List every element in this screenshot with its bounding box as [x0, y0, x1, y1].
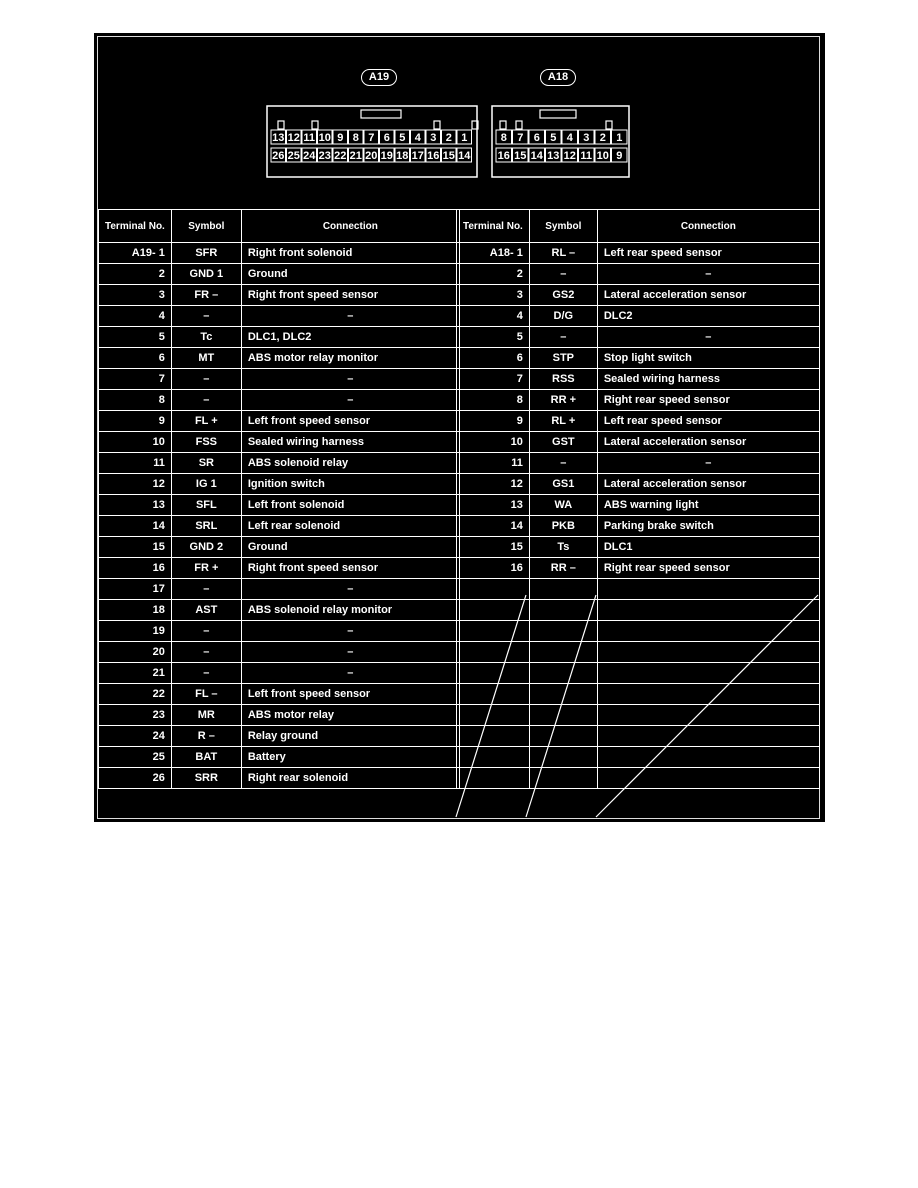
symbol-cell: SRR — [171, 768, 241, 789]
connector-pin-number: 16 — [427, 150, 440, 162]
connection-cell: – — [241, 621, 459, 642]
terminal-number — [457, 579, 530, 600]
table-row — [99, 621, 460, 642]
connector-pin-number: 24 — [303, 150, 316, 162]
connection-cell: Left rear speed sensor — [597, 243, 819, 264]
symbol-cell: PKB — [529, 516, 597, 537]
terminal-number: 6 — [457, 348, 530, 369]
symbol-cell: RL + — [529, 411, 597, 432]
connection-cell — [597, 747, 819, 768]
connector-pin-number: 22 — [334, 150, 347, 162]
connector-pin-number: 18 — [396, 150, 409, 162]
connector-pin-number: 7 — [368, 132, 375, 144]
connector-pin-number: 9 — [337, 132, 344, 144]
symbol-cell: MR — [171, 705, 241, 726]
table-row — [457, 516, 820, 537]
table-row — [457, 558, 820, 579]
connection-cell: Left front speed sensor — [241, 684, 459, 705]
terminal-number: 3 — [99, 285, 172, 306]
connection-cell: Ground — [241, 264, 459, 285]
symbol-cell: BAT — [171, 747, 241, 768]
symbol-cell: RR + — [529, 390, 597, 411]
terminal-number: 24 — [99, 726, 172, 747]
table-row — [99, 327, 460, 348]
connector-pin-number: 8 — [500, 132, 507, 144]
connector-pin-number: 6 — [383, 132, 390, 144]
connector-pin-number: 2 — [599, 132, 606, 144]
symbol-cell: – — [171, 642, 241, 663]
terminal-number — [457, 768, 530, 789]
connection-cell: – — [241, 306, 459, 327]
table-row — [457, 411, 820, 432]
table-row — [99, 306, 460, 327]
terminal-number: 4 — [99, 306, 172, 327]
connection-cell: Ground — [241, 537, 459, 558]
symbol-cell: GND 1 — [171, 264, 241, 285]
connection-cell: Right front speed sensor — [241, 558, 459, 579]
symbol-cell: FR + — [171, 558, 241, 579]
connection-cell: Left rear solenoid — [241, 516, 459, 537]
table-row — [457, 474, 820, 495]
terminal-number — [457, 726, 530, 747]
table-row — [457, 495, 820, 516]
table-row — [457, 537, 820, 558]
connector-pin-number: 5 — [550, 132, 557, 144]
a19-connector-label: A19 — [361, 69, 397, 86]
terminal-number: 20 — [99, 642, 172, 663]
connector-pin-number: 4 — [566, 132, 573, 144]
symbol-cell: FL – — [171, 684, 241, 705]
connection-cell: ABS warning light — [597, 495, 819, 516]
terminal-number — [457, 621, 530, 642]
symbol-cell — [529, 726, 597, 747]
symbol-cell: – — [171, 369, 241, 390]
connection-cell: Sealed wiring harness — [241, 432, 459, 453]
terminal-number: 21 — [99, 663, 172, 684]
table-row — [99, 726, 460, 747]
table-row — [99, 243, 460, 264]
connection-cell: DLC2 — [597, 306, 819, 327]
connection-cell: Parking brake switch — [597, 516, 819, 537]
table-row — [457, 705, 820, 726]
terminal-number — [457, 600, 530, 621]
connector-pin-number: 13 — [272, 132, 285, 144]
connection-cell — [597, 621, 819, 642]
symbol-cell: GS1 — [529, 474, 597, 495]
table-row — [99, 558, 460, 579]
connection-cell — [597, 663, 819, 684]
symbol-cell: Ts — [529, 537, 597, 558]
table-row — [99, 663, 460, 684]
symbol-cell: – — [529, 453, 597, 474]
table-row — [457, 453, 820, 474]
table-row — [457, 243, 820, 264]
connection-cell: Lateral acceleration sensor — [597, 432, 819, 453]
symbol-cell: SFR — [171, 243, 241, 264]
connector-pin-number: 14 — [530, 150, 543, 162]
table-row — [99, 474, 460, 495]
terminal-number: 6 — [99, 348, 172, 369]
connection-cell: Left front solenoid — [241, 495, 459, 516]
table-row — [457, 684, 820, 705]
symbol-cell — [529, 579, 597, 600]
terminal-number: 19 — [99, 621, 172, 642]
terminal-number: 8 — [457, 390, 530, 411]
terminal-number: 12 — [99, 474, 172, 495]
connection-cell: Right front solenoid — [241, 243, 459, 264]
header-terminal-no: Terminal No. — [99, 210, 172, 243]
terminal-number: 5 — [457, 327, 530, 348]
symbol-cell: FR – — [171, 285, 241, 306]
terminal-number: 16 — [99, 558, 172, 579]
terminal-number — [457, 663, 530, 684]
table-row — [457, 621, 820, 642]
terminal-number: 10 — [99, 432, 172, 453]
terminal-number: 18 — [99, 600, 172, 621]
connector-pin-number: 8 — [352, 132, 359, 144]
connection-cell: – — [241, 642, 459, 663]
connector-pin-number: 16 — [497, 150, 510, 162]
terminal-number: 23 — [99, 705, 172, 726]
connector-pin-number: 3 — [430, 132, 437, 144]
symbol-cell: IG 1 — [171, 474, 241, 495]
connection-cell — [597, 642, 819, 663]
connector-pin-number: 5 — [399, 132, 406, 144]
table-row — [457, 642, 820, 663]
table-row — [457, 600, 820, 621]
connection-cell: Battery — [241, 747, 459, 768]
connection-cell — [597, 705, 819, 726]
terminal-number — [457, 747, 530, 768]
connection-cell: Stop light switch — [597, 348, 819, 369]
connector-pin-number: 2 — [445, 132, 452, 144]
terminal-number: 2 — [99, 264, 172, 285]
symbol-cell: – — [171, 663, 241, 684]
connection-cell: – — [241, 369, 459, 390]
table-row — [99, 495, 460, 516]
terminal-number: 9 — [457, 411, 530, 432]
table-row — [99, 369, 460, 390]
a18-terminal-table — [456, 209, 820, 789]
connector-pin-number: 1 — [616, 132, 623, 144]
connection-cell: – — [597, 264, 819, 285]
connection-cell: Relay ground — [241, 726, 459, 747]
a18-connector-label: A18 — [540, 69, 576, 86]
connector-pin-number: 20 — [365, 150, 378, 162]
connection-cell: ABS motor relay monitor — [241, 348, 459, 369]
connection-cell: Right rear speed sensor — [597, 558, 819, 579]
connection-cell: Left rear speed sensor — [597, 411, 819, 432]
symbol-cell — [529, 705, 597, 726]
connection-cell: Right rear solenoid — [241, 768, 459, 789]
connector-pin-number: 10 — [318, 132, 331, 144]
symbol-cell — [529, 621, 597, 642]
connector-pin-number: 23 — [318, 150, 331, 162]
terminal-number: 5 — [99, 327, 172, 348]
connector-pin-number: 25 — [287, 150, 300, 162]
header-connection: Connection — [241, 210, 459, 243]
connector-pin-number: 3 — [583, 132, 590, 144]
symbol-cell — [529, 768, 597, 789]
table-row — [457, 264, 820, 285]
table-header-row — [99, 210, 460, 243]
connector-pin-number: 17 — [411, 150, 424, 162]
table-row — [457, 432, 820, 453]
connector-pin-number: 21 — [349, 150, 362, 162]
connector-face-diagram — [94, 33, 825, 209]
terminal-number: A19- 1 — [99, 243, 172, 264]
connection-cell: – — [241, 390, 459, 411]
table-row — [99, 432, 460, 453]
connection-cell: ABS motor relay — [241, 705, 459, 726]
terminal-number: 4 — [457, 306, 530, 327]
connection-cell: – — [597, 327, 819, 348]
terminal-number — [457, 684, 530, 705]
terminal-number: 11 — [457, 453, 530, 474]
symbol-cell — [529, 600, 597, 621]
terminal-number: 17 — [99, 579, 172, 600]
connection-cell: Ignition switch — [241, 474, 459, 495]
terminal-number: 13 — [457, 495, 530, 516]
terminal-number: 11 — [99, 453, 172, 474]
table-row — [457, 348, 820, 369]
table-row — [99, 705, 460, 726]
terminal-number: 22 — [99, 684, 172, 705]
connection-cell: – — [241, 663, 459, 684]
connector-pin-number: 11 — [580, 150, 593, 162]
connection-cell — [597, 600, 819, 621]
table-row — [99, 579, 460, 600]
symbol-cell: R – — [171, 726, 241, 747]
symbol-cell: – — [171, 390, 241, 411]
symbol-cell: – — [529, 264, 597, 285]
symbol-cell: SFL — [171, 495, 241, 516]
symbol-cell: – — [171, 306, 241, 327]
table-row — [457, 768, 820, 789]
connector-pin-number: 10 — [596, 150, 609, 162]
terminal-number: 7 — [457, 369, 530, 390]
table-row — [99, 747, 460, 768]
terminal-number: 25 — [99, 747, 172, 768]
table-row — [457, 663, 820, 684]
terminal-diagram-sheet — [94, 33, 825, 822]
connection-cell: ABS solenoid relay monitor — [241, 600, 459, 621]
terminal-number: 14 — [457, 516, 530, 537]
connection-cell: DLC1 — [597, 537, 819, 558]
connector-pin-number: 26 — [272, 150, 285, 162]
symbol-cell: RSS — [529, 369, 597, 390]
connector-pin-number: 19 — [380, 150, 393, 162]
symbol-cell: – — [171, 579, 241, 600]
header-connection: Connection — [597, 210, 819, 243]
connector-pin-number: 15 — [442, 150, 455, 162]
terminal-number: 12 — [457, 474, 530, 495]
connection-cell: Sealed wiring harness — [597, 369, 819, 390]
symbol-cell: AST — [171, 600, 241, 621]
connection-cell: Right rear speed sensor — [597, 390, 819, 411]
terminal-number — [457, 705, 530, 726]
header-terminal-no: Terminal No. — [457, 210, 530, 243]
connector-pin-number: 12 — [287, 132, 300, 144]
table-row — [457, 390, 820, 411]
symbol-cell: MT — [171, 348, 241, 369]
table-row — [457, 327, 820, 348]
symbol-cell: RL – — [529, 243, 597, 264]
table-row — [99, 390, 460, 411]
table-row — [99, 537, 460, 558]
terminal-number: A18- 1 — [457, 243, 530, 264]
table-row — [99, 600, 460, 621]
symbol-cell: WA — [529, 495, 597, 516]
connector-pin-number: 9 — [616, 150, 623, 162]
terminal-number: 14 — [99, 516, 172, 537]
table-row — [99, 264, 460, 285]
symbol-cell: FL + — [171, 411, 241, 432]
connector-pin-number: 15 — [514, 150, 527, 162]
symbol-cell: FSS — [171, 432, 241, 453]
symbol-cell: – — [529, 327, 597, 348]
table-row — [99, 642, 460, 663]
connection-cell — [597, 579, 819, 600]
table-row — [99, 348, 460, 369]
connection-cell — [597, 684, 819, 705]
a19-terminal-table — [98, 209, 460, 789]
connector-pin-number: 7 — [517, 132, 524, 144]
connector-pin-number: 11 — [303, 132, 316, 144]
table-row — [99, 768, 460, 789]
table-header-row — [457, 210, 820, 243]
table-row — [457, 306, 820, 327]
terminal-number: 26 — [99, 768, 172, 789]
header-symbol: Symbol — [171, 210, 241, 243]
table-row — [457, 285, 820, 306]
terminal-number: 13 — [99, 495, 172, 516]
connection-cell — [597, 768, 819, 789]
symbol-cell — [529, 747, 597, 768]
terminal-number: 3 — [457, 285, 530, 306]
symbol-cell: – — [171, 621, 241, 642]
terminal-number: 15 — [457, 537, 530, 558]
terminal-number: 8 — [99, 390, 172, 411]
terminal-number — [457, 642, 530, 663]
symbol-cell: GS2 — [529, 285, 597, 306]
table-row — [457, 369, 820, 390]
connection-cell: DLC1, DLC2 — [241, 327, 459, 348]
symbol-cell: STP — [529, 348, 597, 369]
symbol-cell: SR — [171, 453, 241, 474]
table-row — [99, 516, 460, 537]
connector-pin-number: 12 — [563, 150, 576, 162]
connection-cell: Right front speed sensor — [241, 285, 459, 306]
connector-pin-number: 6 — [533, 132, 540, 144]
terminal-number: 15 — [99, 537, 172, 558]
header-symbol: Symbol — [529, 210, 597, 243]
connector-pin-number: 4 — [414, 132, 421, 144]
terminal-number: 2 — [457, 264, 530, 285]
table-row — [99, 453, 460, 474]
symbol-cell: D/G — [529, 306, 597, 327]
connection-cell: Lateral acceleration sensor — [597, 285, 819, 306]
symbol-cell: Tc — [171, 327, 241, 348]
connection-cell: ABS solenoid relay — [241, 453, 459, 474]
connection-cell: – — [241, 579, 459, 600]
connector-pin-number: 1 — [461, 132, 468, 144]
table-row — [457, 579, 820, 600]
connection-cell — [597, 726, 819, 747]
table-row — [99, 684, 460, 705]
connection-cell: Lateral acceleration sensor — [597, 474, 819, 495]
table-row — [99, 285, 460, 306]
symbol-cell — [529, 642, 597, 663]
terminal-number: 16 — [457, 558, 530, 579]
table-row — [457, 726, 820, 747]
table-row — [457, 747, 820, 768]
symbol-cell: SRL — [171, 516, 241, 537]
symbol-cell: GST — [529, 432, 597, 453]
symbol-cell: RR – — [529, 558, 597, 579]
terminal-number: 7 — [99, 369, 172, 390]
connector-pin-number: 14 — [458, 150, 471, 162]
connector-pin-number: 13 — [547, 150, 560, 162]
connection-cell: – — [597, 453, 819, 474]
symbol-cell — [529, 663, 597, 684]
symbol-cell — [529, 684, 597, 705]
terminal-number: 9 — [99, 411, 172, 432]
connection-cell: Left front speed sensor — [241, 411, 459, 432]
terminal-number: 10 — [457, 432, 530, 453]
table-row — [99, 411, 460, 432]
symbol-cell: GND 2 — [171, 537, 241, 558]
